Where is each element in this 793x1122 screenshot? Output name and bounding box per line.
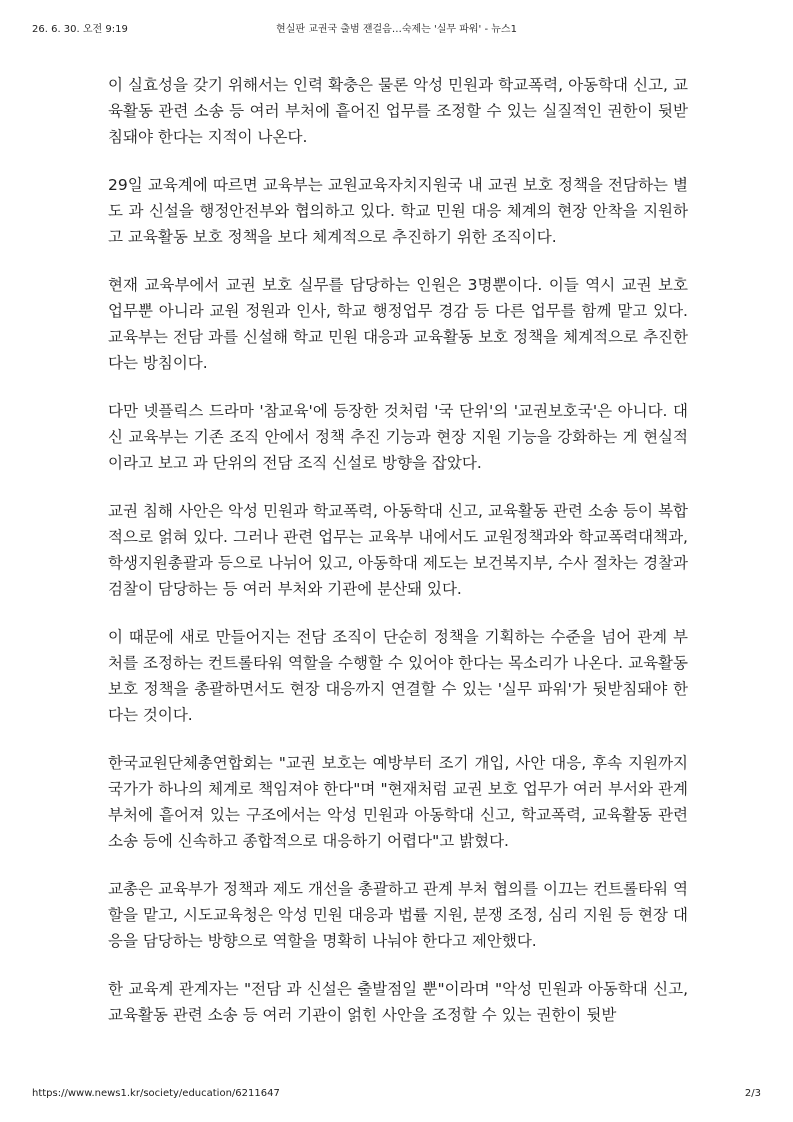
article-paragraph: 교총은 교육부가 정책과 제도 개선을 총괄하고 관계 부처 협의를 이끄는 컨트롤타워 역할을 맡고, 시도교육청은 악성 민원 대응과 법률 지원, 분쟁 조정, 심리 지원 등 현장 대응을 담당하는 방향으로 역할을 명확히 나눠야 한다고 제안했다.: [108, 880, 688, 950]
page-url: https://www.news1.kr/society/education/6211647: [32, 1088, 280, 1099]
print-header: [32, 20, 761, 34]
print-datetime: 26. 6. 30. 오전 9:19: [32, 24, 128, 35]
article-paragraph: 한 교육계 관계자는 "전담 과 신설은 출발점일 뿐"이라며 "악성 민원과 아동학대 신고, 교육활동 관련 소송 등 여러 기관이 얽힌 사안을 조정할 수 있는 권한이 뒷받: [108, 980, 688, 1024]
page-number: 2/3: [744, 1088, 761, 1099]
article-paragraph: 29일 교육계에 따르면 교육부는 교원교육자치지원국 내 교권 보호 정책을 전담하는 별도 과 신설을 행정안전부와 협의하고 있다. 학교 민원 대응 체계의 현장 안착을 지원하고 교육활동 보호 정책을 보다 체계적으로 추진하기 위한 조직이다.: [108, 176, 688, 246]
article-paragraph: 이 때문에 새로 만들어지는 전담 조직이 단순히 정책을 기획하는 수준을 넘어 관계 부처를 조정하는 컨트롤타워 역할을 수행할 수 있어야 한다는 목소리가 나온다. 교육활동 보호 정책을 총괄하면서도 현장 대응까지 연결할 수 있는 '실무 파워'가 뒷받침돼야 한다는 것이다.: [108, 628, 688, 724]
print-footer: [32, 1088, 761, 1102]
article-paragraph: 한국교원단체총연합회는 "교권 보호는 예방부터 조기 개입, 사안 대응, 후속 지원까지 국가가 하나의 체계로 책임져야 한다"며 "현재처럼 교권 보호 업무가 여러 부서와 관계 부처에 흩어져 있는 구조에서는 악성 민원과 아동학대 신고, 학교폭력, 교육활동 관련 소송 등에 신속하고 종합적으로 대응하기 어렵다"고 밝혔다.: [108, 754, 688, 850]
article-paragraph: 현재 교육부에서 교권 보호 실무를 담당하는 인원은 3명뿐이다. 이들 역시 교권 보호 업무뿐 아니라 교원 정원과 인사, 학교 행정업무 경감 등 다른 업무를 함께 맡고 있다. 교육부는 전담 과를 신설해 학교 민원 대응과 교육활동 보호 정책을 체계적으로 추진한다는 방침이다.: [108, 276, 688, 372]
article-paragraph: 이 실효성을 갖기 위해서는 인력 확충은 물론 악성 민원과 학교폭력, 아동학대 신고, 교육활동 관련 소송 등 여러 부처에 흩어진 업무를 조정할 수 있는 실질적인 권한이 뒷받침돼야 한다는 지적이 나온다.: [108, 76, 688, 146]
article-body: [108, 72, 688, 1050]
article-paragraph: 교권 침해 사안은 악성 민원과 학교폭력, 아동학대 신고, 교육활동 관련 소송 등이 복합적으로 얽혀 있다. 그러나 관련 업무는 교육부 내에서도 교원정책과와 학교폭력대책과, 학생지원총괄과 등으로 나뉘어 있고, 아동학대 제도는 보건복지부, 수사 절차는 경찰과 검찰이 담당하는 등 여러 부처와 기관에 분산돼 있다.: [108, 502, 688, 598]
article-paragraph: 다만 넷플릭스 드라마 '참교육'에 등장한 것처럼 '국 단위'의 '교권보호국'은 아니다. 대신 교육부는 기존 조직 안에서 정책 추진 기능과 현장 지원 기능을 강화하는 게 현실적이라고 보고 과 단위의 전담 조직 신설로 방향을 잡았다.: [108, 402, 688, 472]
page-title: 현실판 교권국 출범 잰걸음…숙제는 '실무 파워' - 뉴스1: [276, 24, 517, 35]
